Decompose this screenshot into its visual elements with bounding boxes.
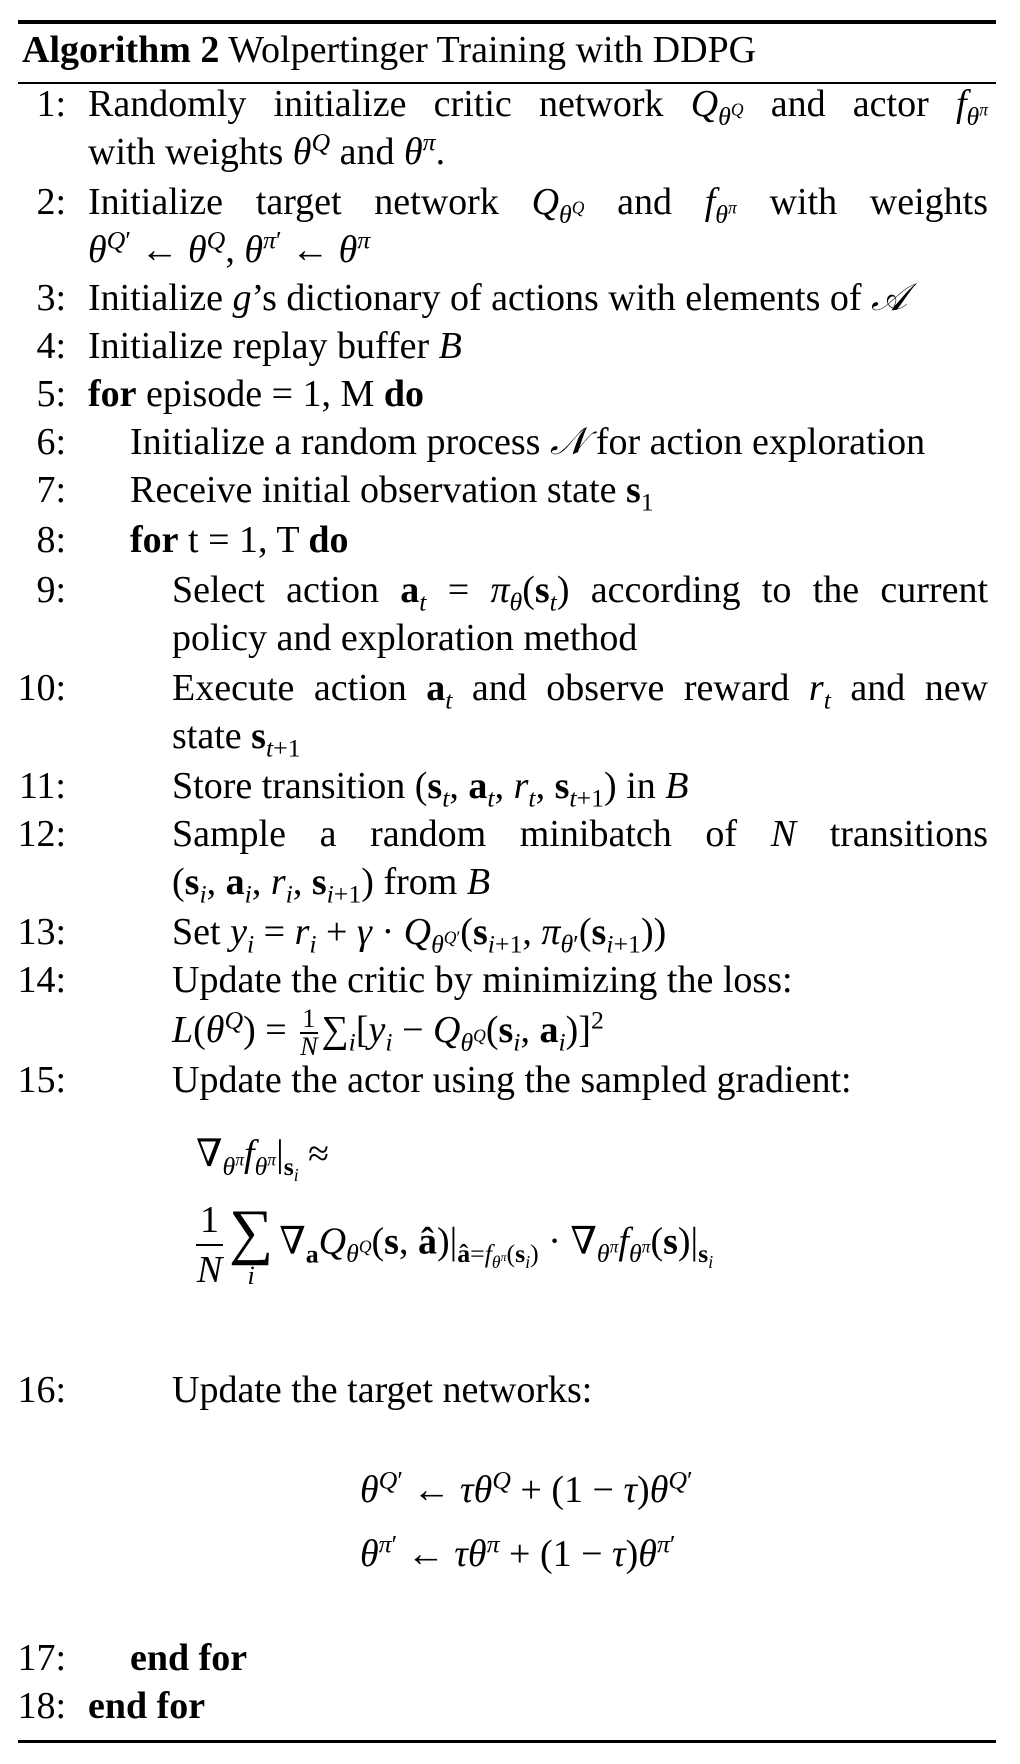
line-number-7: 7:: [36, 469, 66, 511]
line-6: Initialize a random process 𝒩 for action exploration: [130, 421, 926, 463]
line-4: Initialize replay buffer B: [88, 325, 462, 367]
line-number-16: 16:: [17, 1369, 66, 1411]
line-1: Randomly initialize critic network $Q_{\theta^Q}$ and actor $f_{\theta^\pi}$: [88, 83, 989, 131]
line-12: Sample a random minibatch of N transitions: [172, 813, 989, 855]
line-number-15: 15:: [17, 1059, 66, 1101]
line-number-1: 1:: [36, 83, 66, 125]
line-2: Initialize target network $Q_{\theta^Q}$ and $f_{\theta^\pi}$ with weights: [88, 181, 989, 229]
line-number-18: 18:: [17, 1685, 66, 1727]
line-15: Update the actor using the sampled gradient:: [172, 1059, 852, 1101]
gradient-equation-line-2: $\frac{1}{N}$ ∑ i $\nabla_aQ_{\theta^Q}(s$, $â)|_{â=f_{\theta^\pi}(s_i)} \cdot \nabla_{\theta^\pi}f_{\theta^\pi}(s)|_{s_i}$: [196, 1196, 713, 1294]
summation: ∑ i: [229, 1198, 274, 1290]
line-number-14: 14:: [17, 959, 66, 1001]
fraction-1-over-n: $\frac{1}{N}$: [300, 1004, 318, 1062]
line-10: Execute action $a_t$ and observe reward $r_t$ and new: [172, 667, 989, 715]
line-number-8: 8:: [36, 519, 66, 561]
target-update-actor: $\theta^{\pi'}$ ← $\tau\theta^\pi + (1 - \tau)\theta^{\pi'}$: [360, 1529, 676, 1575]
top-rule: [18, 20, 996, 24]
line-9-cont: policy and exploration method: [172, 617, 638, 659]
line-number-12: 12:: [17, 813, 66, 855]
line-3: Initialize g’s dictionary of actions with elements of 𝒜: [88, 277, 907, 319]
algorithm-caption: [22, 26, 756, 74]
bottom-rule: [18, 1740, 996, 1743]
algorithm-title: Wolpertinger Training with DDPG: [228, 29, 757, 71]
line-7: Receive initial observation state $s_1$: [130, 469, 654, 517]
line-18: end for: [88, 1685, 206, 1727]
line-number-13: 13:: [17, 911, 66, 953]
line-13: Set $y_i = r_i + \gamma \cdot Q_{\theta^{Q'}}(s_{i+1}$, $\pi_{\theta'}(s_{i+1})$): [172, 911, 667, 959]
line-17: end for: [130, 1637, 248, 1679]
line-number-6: 6:: [36, 421, 66, 463]
line-5: for episode = 1, M do: [88, 373, 424, 415]
line-14: Update the critic by minimizing the loss:: [172, 959, 793, 1001]
line-number-5: 5:: [36, 373, 66, 415]
line-11: Store transition ($s_t$, $a_t$, $r_t$, $s_{t+1}$) in B: [172, 765, 689, 813]
target-update-critic: $\theta^{Q'}$ ← $\tau\theta^Q + (1 - \tau)\theta^{Q'}$: [360, 1465, 693, 1511]
line-number-17: 17:: [17, 1637, 66, 1679]
line-14-cont: $L(\theta^Q)$ = $\frac{1}{N}$ $\sum_i[y_i - Q_{\theta^Q}(s_i$, $a_i)]^2$: [172, 1004, 604, 1062]
line-number-4: 4:: [36, 325, 66, 367]
line-1-cont: with weights $\theta^Q$ and $\theta^\pi$.: [88, 127, 446, 173]
line-number-11: 11:: [18, 765, 66, 807]
line-12-cont: ($s_i$, $a_i$, $r_i$, $s_{i+1}$) from B: [172, 861, 491, 909]
line-16: Update the target networks:: [172, 1369, 593, 1411]
algorithm-label: Algorithm 2: [22, 29, 220, 71]
line-number-3: 3:: [36, 277, 66, 319]
line-8: for t = 1, T do: [130, 519, 349, 561]
line-10-cont: state $s_{t+1}$: [172, 715, 301, 763]
fraction-1-over-n-display: $\frac{1}{N}$: [196, 1196, 223, 1294]
line-number-9: 9:: [36, 569, 66, 611]
gradient-equation-line-1: $\nabla_{\theta^\pi}f_{\theta^\pi}|_{s_i}$ ≈: [196, 1133, 330, 1185]
line-number-10: 10:: [17, 667, 66, 709]
line-2-cont: $\theta^{Q'}$ ← $\theta^Q$, $\theta^{\pi'}$ ← $\theta^\pi$: [88, 225, 371, 271]
line-9: Select action $a_t = \pi_\theta(s_t)$ according to the current: [172, 569, 988, 617]
line-number-2: 2:: [36, 181, 66, 223]
